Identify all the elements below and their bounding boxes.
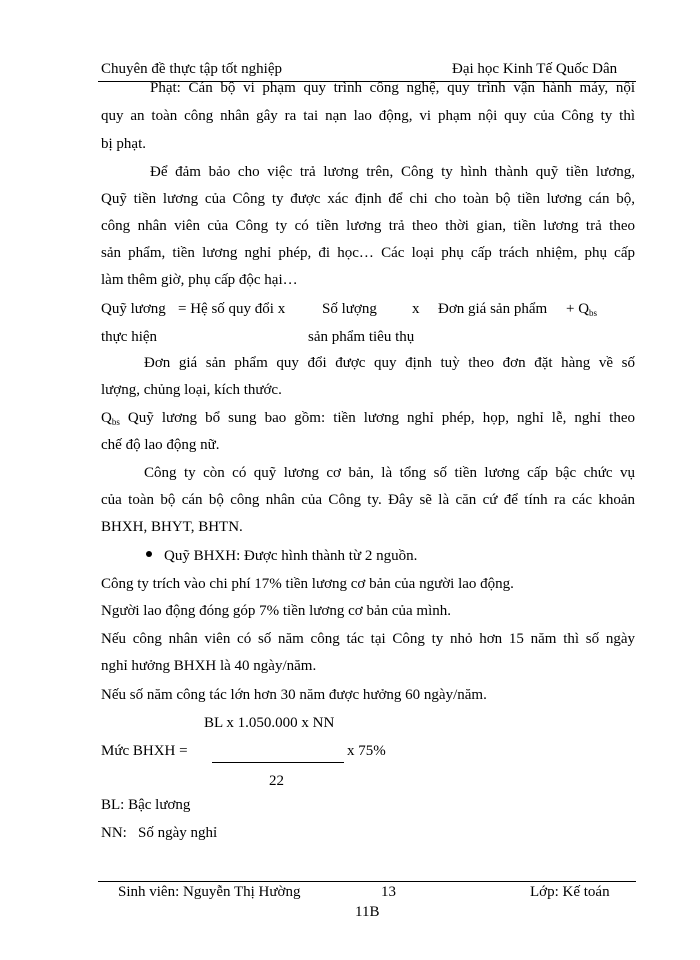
paragraph-line: Để đảm bảo cho việc trả lương trên, Công ty hình thành quỹ tiền lương, [150,164,635,180]
formula-numerator: BL x 1.050.000 x NN [204,715,335,731]
note-nn-key: NN: [101,825,127,841]
paragraph-line: $Q_{bs}$ Quỹ lương bổ sung bao gồm: tiền lương nghỉ phép, họp, nghỉ lễ, nghỉ theo [101,410,635,427]
paragraph-line: Công ty trích vào chi phí 17% tiền lương cơ bản của người lao động. [101,576,514,592]
paragraph-line: BHXH, BHYT, BHTN. [101,519,243,535]
paragraph-line: sản phẩm, tiền lương nghỉ phép, đi học… Các loại phụ cấp trách nhiệm, phụ cấp [101,245,635,261]
paragraph-line: Người lao động đóng góp 7% tiền lương cơ bản của mình. [101,603,452,619]
formula-denominator: 22 [269,773,284,789]
footer-student: Sinh viên: Nguyễn Thị Hường [118,884,301,900]
bullet-item: Quỹ BHXH: Được hình thành từ 2 nguồn. [146,548,417,565]
note-nn-value: Số ngày nghỉ [138,825,218,841]
paragraph-line: Công ty còn có quỹ lương cơ bản, là tổng số tiền lương cấp bậc chức vụ [144,465,635,481]
footer-divider [98,881,636,882]
paragraph-line: của toàn bộ cán bộ công nhân của Công ty. Đây sẽ là căn cứ để tính ra các khoản [101,492,635,508]
formula-term-qty: Số lượng [322,301,377,317]
paragraph-line: lượng, chủng loại, kích thước. [101,382,282,398]
formula-term-qbs: + $Q_{bs}$ [566,301,598,318]
formula-term-fund: Quỹ lương [101,301,166,317]
footer-page-number: 13 [381,884,396,900]
paragraph-line: bị phạt. [101,136,146,152]
formula-multiplier: x 75% [347,743,386,759]
formula-term-qty-2: sản phẩm tiêu thụ [308,329,415,345]
paragraph-line: công nhân viên của Công ty có tiền lương trả theo thời gian, tiền lương trả theo [101,218,635,234]
note-bl: BL: Bậc lương [101,797,191,813]
formula-label: Mức BHXH = [101,743,188,759]
header-title-right: Đại học Kinh Tế Quốc Dân [452,61,618,77]
paragraph-line: Đơn giá sản phẩm quy đổi được quy định tuỳ theo đơn đặt hàng về số [144,355,635,371]
formula-term-price: Đơn giá sản phẩm [438,301,548,317]
header-title-left: Chuyên đề thực tập tốt nghiệp [101,61,283,77]
paragraph-line: chế độ lao động nữ. [101,437,220,453]
formula-term-fund-2: thực hiện [101,329,158,345]
paragraph-line: làm thêm giờ, phụ cấp độc hại… [101,272,298,288]
paragraph-line: nghỉ hưởng BHXH là 40 ngày/năm. [101,658,317,674]
paragraph-line: Nếu số năm công tác lớn hơn 30 năm được hưởng 60 ngày/năm. [101,687,487,703]
formula-fraction-line [212,762,344,763]
paragraph-line: Quỹ tiền lương của Công ty được xác định để chi cho toàn bộ tiền lương cán bộ, [101,191,635,207]
footer-class: Lớp: Kế toán [530,884,610,900]
paragraph-line: Phạt: Cán bộ vi phạm quy trình công nghệ, quy trình vận hành máy, nội [150,80,635,96]
paragraph-line: quy an toàn công nhân gây ra tai nạn lao động, vi phạm nội quy của Công ty thì [101,108,635,124]
footer-class-line2: 11B [355,904,380,920]
formula-term-coef: = Hệ số quy đổi x [178,301,286,317]
bullet-icon [146,551,152,557]
paragraph-line: Nếu công nhân viên có số năm công tác tại Công ty nhỏ hơn 15 năm thì số ngày [101,631,635,647]
formula-term-x: x [412,301,420,317]
